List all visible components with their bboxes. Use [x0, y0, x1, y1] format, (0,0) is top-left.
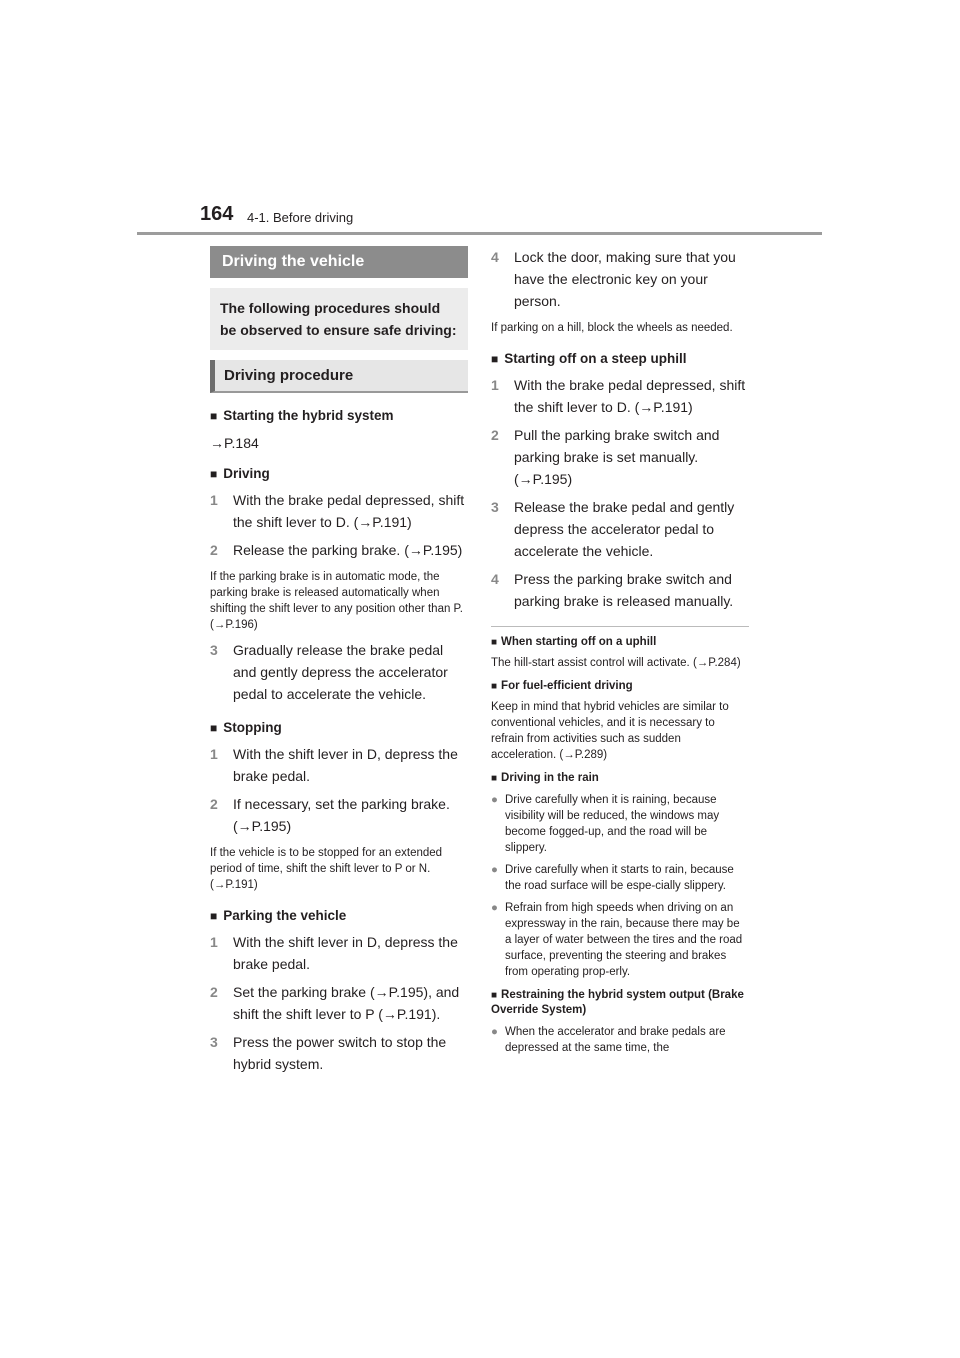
step: 1 With the brake pedal depressed, shift the shift lever to D. (→P.191) — [491, 377, 746, 415]
note-text: If parking on a hill, block the wheels as needed. — [491, 322, 733, 334]
section-title: 4-1. Before driving — [247, 210, 354, 225]
note-text: Keep in mind that hybrid vehicles are similar to conventional vehicles, and it is necessary to refrain from activities such as sudden acceleration. (→P.289) — [491, 701, 729, 761]
step: 1 With the brake pedal depressed, shift the shift lever to D. (→P.191) — [210, 492, 465, 530]
page-number: 164 — [200, 203, 234, 225]
step: 4 Press the parking brake switch and parking brake is released manually. — [491, 571, 734, 609]
left-column — [210, 246, 468, 1075]
note-text: If the parking brake is in automatic mode, the parking brake is released automatically when shifting the shift lever to any position other than P. (→P.196) — [210, 571, 463, 631]
bullet-item: ● Drive carefully when it starts to rain, because the road surface will be espe-cially slippery. — [491, 864, 734, 892]
step: 3 Gradually release the brake pedal and gently depress the accelerator pedal to accelerate the vehicle. — [210, 642, 448, 702]
bullet-icon: ● — [491, 794, 498, 806]
heading-starting-hybrid: ■ Starting the hybrid system — [210, 408, 394, 423]
step: 2 Release the parking brake. (→P.195) — [210, 542, 463, 558]
heading-stopping: ■ Stopping — [210, 720, 282, 735]
step: 2 Set the parking brake (→P.195), and shift the shift lever to P (→P.191). — [210, 984, 460, 1022]
step: 1 With the shift lever in D, depress the brake pedal. — [210, 746, 458, 784]
heading-steep-uphill: ■ Starting off on a steep uphill — [491, 351, 687, 366]
bullet-item: ● Drive carefully when it is raining, because visibility will be reduced, the windows may become fogged-up, and the road will be slippery. — [491, 794, 720, 854]
header-divider — [137, 232, 822, 235]
bullet-icon: ● — [491, 864, 498, 876]
bullet-item: ● Refrain from high speeds when driving on an expressway in the rain, because there may be a layer of water between the tires and the road surface, preventing the steering and brakes from operating prop-erly. — [491, 902, 743, 978]
step: 2 If necessary, set the parking brake. (→P.195) — [210, 796, 450, 834]
page-title: Driving the vehicle — [210, 246, 468, 278]
right-column — [491, 246, 749, 1056]
note-heading: ■ For fuel-efficient driving — [491, 680, 633, 692]
notes-divider — [491, 626, 749, 627]
page-reference: →P.184 — [210, 435, 259, 451]
step: 3 Press the power switch to stop the hybrid system. — [210, 1034, 447, 1072]
note-text: If the vehicle is to be stopped for an extended period of time, shift the shift lever to P or N. (→P.191) — [210, 847, 443, 891]
note-heading: ■ Driving in the rain — [491, 772, 599, 784]
square-marker: ■ — [210, 409, 218, 423]
note-heading: ■ Restraining the hybrid system output (Brake Override System) — [491, 989, 744, 1016]
bullet-icon: ● — [491, 902, 498, 914]
bullet-icon: ● — [491, 1026, 498, 1038]
note-heading: ■ When starting off on a uphill — [491, 636, 657, 648]
step: 4 Lock the door, making sure that you have the electronic key on your person. — [491, 249, 736, 309]
step: 2 Pull the parking brake switch and parking brake is set manually. (→P.195) — [491, 427, 720, 487]
heading-parking: ■ Parking the vehicle — [210, 908, 347, 923]
intro-text: The following procedures should be observed to ensure safe driving: — [210, 288, 468, 350]
step: 1 With the shift lever in D, depress the brake pedal. — [210, 934, 458, 972]
page-header — [0, 0, 960, 240]
step: 3 Release the brake pedal and gently depress the accelerator pedal to accelerate the vehicle. — [491, 499, 735, 559]
subsection-title: Driving procedure — [210, 360, 468, 393]
heading-driving: ■ Driving — [210, 466, 270, 481]
bullet-item: ● When the accelerator and brake pedals are depressed at the same time, the — [491, 1026, 726, 1054]
note-text: The hill-start assist control will activate. (→P.284) — [491, 657, 741, 669]
